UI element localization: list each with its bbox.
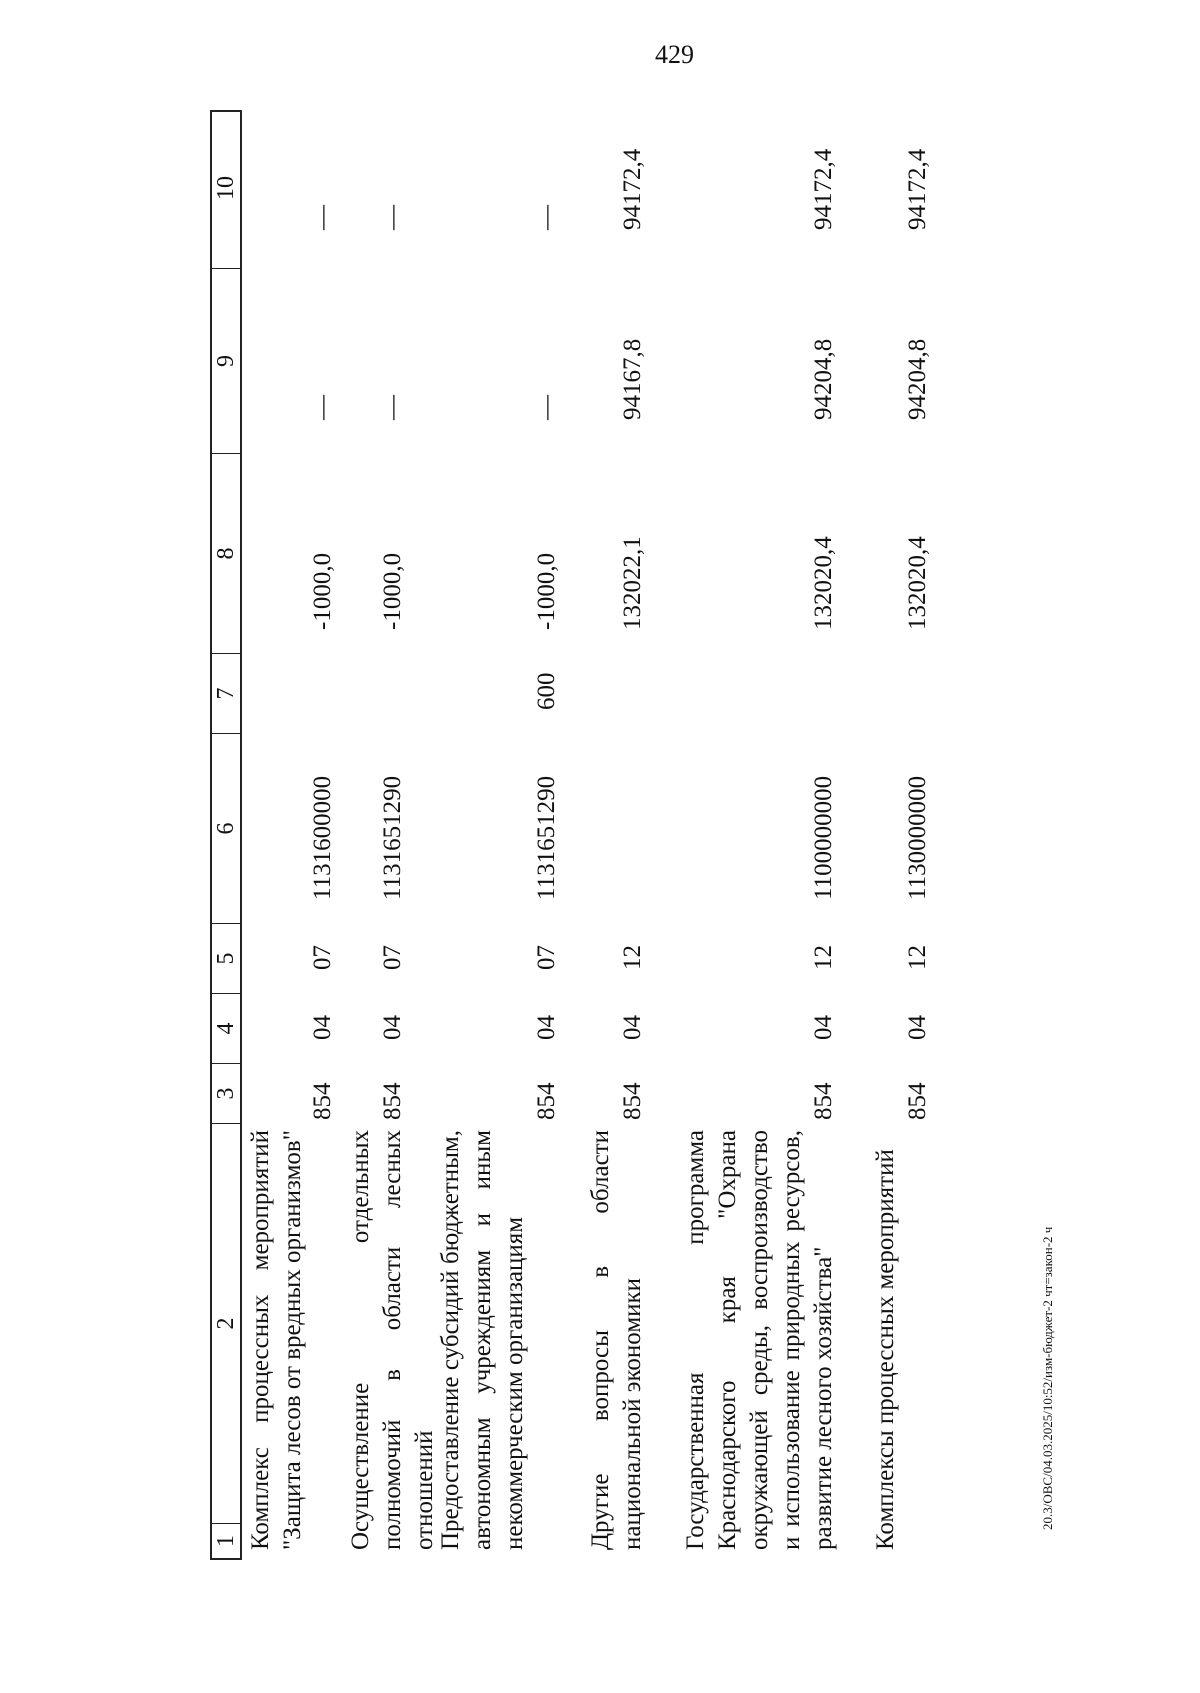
header-col-4: 4 <box>212 993 240 1063</box>
row-name: Другие вопросы в области национальной экономики <box>587 1130 646 1550</box>
row-c10: 94172,4 <box>619 148 646 230</box>
table-row <box>585 110 665 1560</box>
row-c10: — <box>379 205 406 230</box>
row-c8: 132022,1 <box>619 536 646 630</box>
row-name: Комплексы процессных мероприятий <box>872 1149 899 1550</box>
header-col-8: 8 <box>212 453 240 653</box>
row-name: Осуществление отдельных полномочий в области лесных отношений <box>347 1130 438 1550</box>
row-c5: 07 <box>379 945 406 970</box>
row-c4: 04 <box>810 1015 837 1040</box>
row-c3: 854 <box>904 1082 931 1120</box>
header-col-5: 5 <box>212 923 240 993</box>
row-c9: 94204,8 <box>904 338 931 420</box>
row-c9: — <box>533 395 560 420</box>
row-c4: 04 <box>309 1015 336 1040</box>
row-name: Государственная программа Краснодарского края "Охрана окружающей среды, воспроизводство и использование природных ресурсов, развитие лесного хозяйства" <box>682 1130 837 1550</box>
row-c5: 12 <box>810 945 837 970</box>
row-c4: 04 <box>379 1015 406 1040</box>
header-col-1: 1 <box>212 1523 240 1558</box>
row-c10: — <box>309 205 336 230</box>
table-header-row <box>210 110 242 1560</box>
row-c9: 94204,8 <box>810 338 837 420</box>
header-col-3: 3 <box>212 1063 240 1123</box>
row-name: Комплекс процессных мероприятий "Защита лесов от вредных организмов" <box>247 1130 306 1550</box>
header-col-6: 6 <box>212 733 240 923</box>
header-col-10: 10 <box>213 176 239 200</box>
page-number: 429 <box>655 40 694 69</box>
row-c5: 12 <box>904 945 931 970</box>
row-c3: 854 <box>619 1082 646 1120</box>
row-c3: 854 <box>379 1082 406 1120</box>
row-c3: 854 <box>533 1082 560 1120</box>
row-c6: 1131651290 <box>379 775 406 900</box>
row-c4: 04 <box>904 1015 931 1040</box>
header-col-2: 2 <box>212 1123 240 1523</box>
row-c8: 132020,4 <box>904 536 931 630</box>
row-c5: 07 <box>309 945 336 970</box>
row-c8: -1000,0 <box>379 552 406 630</box>
row-c6: 1100000000 <box>810 775 837 900</box>
table-row <box>870 110 950 1560</box>
row-c10: — <box>533 205 560 230</box>
row-c6: 1130000000 <box>904 775 931 900</box>
row-c8: -1000,0 <box>309 552 336 630</box>
row-c9: — <box>309 395 336 420</box>
table-row <box>245 110 345 1560</box>
row-c10: 94172,4 <box>810 148 837 230</box>
row-c3: 854 <box>810 1082 837 1120</box>
row-c10: 94172,4 <box>904 148 931 230</box>
row-c7: 600 <box>533 672 560 710</box>
header-col-7: 7 <box>212 653 240 733</box>
table-row <box>345 110 438 1560</box>
table-row <box>680 110 850 1560</box>
row-c5: 07 <box>533 945 560 970</box>
row-c5: 12 <box>619 945 646 970</box>
row-c3: 854 <box>309 1082 336 1120</box>
row-name: Предоставление субсидий бюджетным, автономным учреждениям и иным некоммерческим организациям <box>437 1130 528 1550</box>
budget-table <box>210 110 1040 1560</box>
row-c6: 1131651290 <box>533 775 560 900</box>
row-c9: 94167,8 <box>619 338 646 420</box>
table-row <box>435 110 570 1560</box>
document-footer-code: 20.3/ОВС/04.03.2025/10:52/изм-бюджет-2 чт=закон-2 ч <box>1040 1226 1055 1530</box>
row-c8: 132020,4 <box>810 536 837 630</box>
row-c9: — <box>379 395 406 420</box>
row-c6: 1131600000 <box>309 775 336 900</box>
row-c4: 04 <box>533 1015 560 1040</box>
row-c4: 04 <box>619 1015 646 1040</box>
header-col-9: 9 <box>212 268 240 453</box>
row-c8: -1000,0 <box>533 552 560 630</box>
